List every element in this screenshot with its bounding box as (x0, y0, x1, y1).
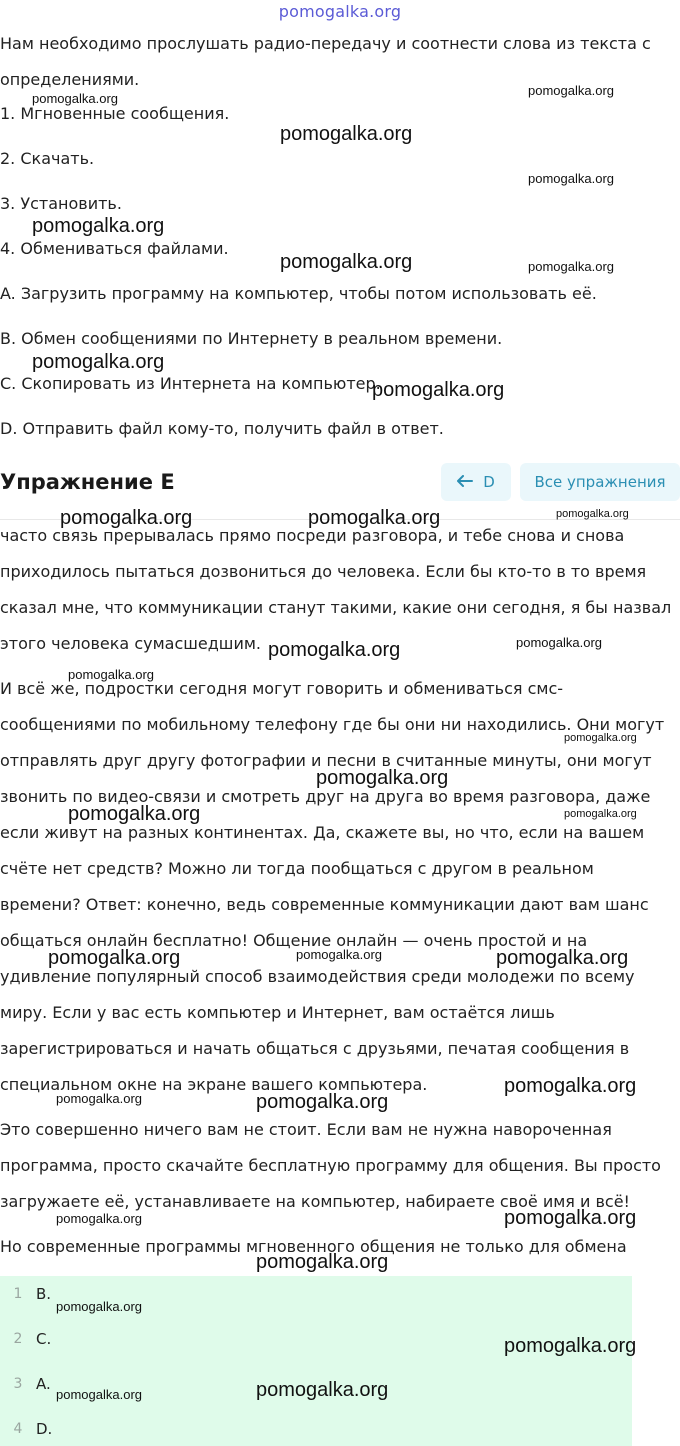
article-line: зарегистрироваться и начать общаться с друзьями, печатая сообщения в (0, 1039, 630, 1058)
watermark: pomogalka.org (504, 1075, 637, 1097)
article-line: часто связь прерывалась прямо посреди разговора, и тебе снова и снова (0, 526, 625, 545)
prev-exercise-button[interactable] (441, 463, 511, 501)
answer-value: A. (36, 1375, 51, 1393)
article-line: общаться онлайн бесплатно! Общение онлайн — очень простой и на (0, 931, 588, 950)
article-line: Но современные программы мгновенного общения не только для обмена (0, 1237, 627, 1256)
answer-number: 1 (13, 1286, 23, 1302)
task-line: 3. Установить. (0, 194, 122, 213)
article-line: загружаете её, устанавливаете на компьютер, набираете своё имя и всё! (0, 1192, 630, 1211)
watermark: pomogalka.org (32, 91, 118, 106)
watermark: pomogalka.org (280, 123, 413, 145)
watermark: pomogalka.org (564, 808, 637, 820)
watermark: pomogalka.org (56, 1387, 142, 1402)
article-line: этого человека сумасшедшим. (0, 634, 261, 653)
prev-exercise-label: D (483, 473, 495, 491)
watermark: pomogalka.org (68, 667, 154, 682)
task-line: 4. Обмениваться файлами. (0, 239, 229, 258)
watermark: pomogalka.org (60, 507, 193, 529)
answer-number: 4 (13, 1421, 23, 1437)
task-line: 1. Мгновенные сообщения. (0, 104, 230, 123)
watermark: pomogalka.org (316, 767, 449, 789)
article-line: счёте нет средств? Можно ли тогда пообщаться с другом в реальном (0, 859, 594, 878)
watermark: pomogalka.org (528, 171, 614, 186)
watermark: pomogalka.org (268, 639, 401, 661)
article-line: удивление популярный способ взаимодействия среди молодежи по всему (0, 967, 635, 986)
answer-row (0, 1282, 51, 1306)
answer-row (0, 1372, 51, 1396)
watermark: pomogalka.org (56, 1091, 142, 1106)
watermark: pomogalka.org (56, 1211, 142, 1226)
exercise-title: Упражнение E (0, 470, 175, 494)
watermark: pomogalka.org (528, 259, 614, 274)
watermark: pomogalka.org (32, 215, 165, 237)
watermark: pomogalka.org (496, 947, 629, 969)
watermark: pomogalka.org (504, 1207, 637, 1229)
answer-number: 3 (13, 1376, 23, 1392)
answer-value: B. (36, 1285, 52, 1303)
task-line: Нам необходимо прослушать радио-передачу и соотнести слова из текста с (0, 34, 651, 53)
answer-value: C. (36, 1330, 52, 1348)
watermark: pomogalka.org (308, 507, 441, 529)
task-line: определениями. (0, 70, 140, 89)
article-line: сообщениями по мобильному телефону где бы они ни находились. Они могут (0, 715, 665, 734)
task-line: D. Отправить файл кому-то, получить файл в ответ. (0, 419, 444, 438)
task-line: A. Загрузить программу на компьютер, чтобы потом использовать её. (0, 284, 597, 303)
article-line: отправлять друг другу фотографии и песни в считанные минуты, они могут (0, 751, 652, 770)
watermark: pomogalka.org (256, 1379, 389, 1401)
all-exercises-label: Все упражнения (534, 473, 666, 491)
answer-value: D. (36, 1420, 53, 1438)
answer-row (0, 1417, 52, 1441)
task-line: C. Скопировать из Интернета на компьютер. (0, 374, 381, 393)
watermark: pomogalka.org (32, 351, 165, 373)
article-line: И всё же, подростки сегодня могут говорить и обмениваться смс- (0, 679, 564, 698)
watermark: pomogalka.org (56, 1299, 142, 1314)
watermark: pomogalka.org (372, 379, 505, 401)
article-line: миру. Если у вас есть компьютер и Интернет, вам остаётся лишь (0, 1003, 555, 1022)
article-line: приходилось пытаться дозвониться до человека. Если бы кто-то в то время (0, 562, 647, 581)
article-line: времени? Ответ: конечно, ведь современные коммуникации дают вам шанс (0, 895, 649, 914)
article-line: если живут на разных континентах. Да, скажете вы, но что, если на вашем (0, 823, 645, 842)
watermark: pomogalka.org (516, 635, 602, 650)
watermark: pomogalka.org (48, 947, 181, 969)
all-exercises-button[interactable] (520, 463, 680, 501)
arrow-left-icon (457, 473, 473, 491)
article-line: сказал мне, что коммуникации станут такими, какие они сегодня, я бы назвал (0, 598, 672, 617)
article-line: звонить по видео-связи и смотреть друг на друга во время разговора, даже (0, 787, 651, 806)
article-line: программа, просто скачайте бесплатную программу для общения. Вы просто (0, 1156, 661, 1175)
watermark: pomogalka.org (68, 803, 201, 825)
watermark: pomogalka.org (280, 251, 413, 273)
answer-number: 2 (13, 1331, 23, 1347)
watermark: pomogalka.org (256, 1091, 389, 1113)
watermark: pomogalka.org (296, 947, 382, 962)
watermark: pomogalka.org (528, 83, 614, 98)
watermark: pomogalka.org (564, 732, 637, 744)
task-line: B. Обмен сообщениями по Интернету в реальном времени. (0, 329, 503, 348)
watermark: pomogalka.org (256, 1251, 389, 1273)
watermark: pomogalka.org (504, 1335, 637, 1357)
article-line: специальном окне на экране вашего компьютера. (0, 1075, 428, 1094)
site-brand-link[interactable]: pomogalka.org (278, 2, 402, 21)
task-line: 2. Скачать. (0, 149, 95, 168)
answer-row (0, 1327, 51, 1351)
watermark: pomogalka.org (556, 508, 629, 520)
article-line: Это совершенно ничего вам не стоит. Если вам не нужна навороченная (0, 1120, 612, 1139)
